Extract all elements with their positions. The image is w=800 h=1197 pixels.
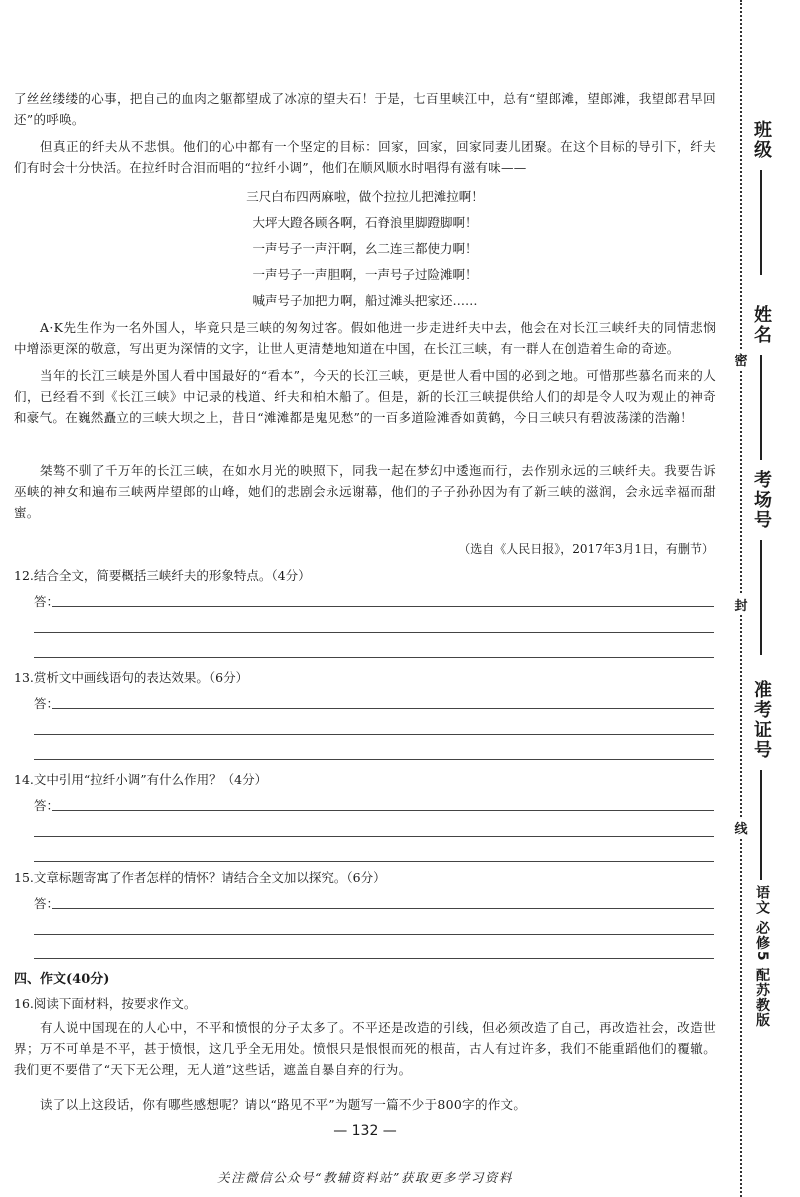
answer-line[interactable] bbox=[34, 657, 714, 658]
answer-line[interactable] bbox=[34, 759, 714, 760]
seal-mark-feng: 封 bbox=[732, 595, 750, 614]
section-title-essay: 四、作文(40分) bbox=[14, 972, 110, 987]
answer-line[interactable] bbox=[34, 632, 714, 633]
passage-paragraph-1: 了丝丝缕缕的心事，把自己的血肉之躯都望成了冰凉的望夫石！于是，七百里峡江中，总有“望郎滩，望郎滩，我望郎君早回还”的呼唤。 bbox=[14, 91, 716, 127]
answer-line[interactable] bbox=[34, 861, 714, 862]
answer-line[interactable] bbox=[52, 708, 714, 709]
passage-paragraph-4: 当年的长江三峡是外国人看中国最好的“看本”，今天的长江三峡，更是世人看中国的必到之地。可惜那些慕名而来的人们，已经看不到《长江三峡》中记录的栈道、纤夫和柏木船了。但是，新的长江三峡提供给人们的却是令人叹为观止的神奇和豪气。在巍然矗立的三峡大坝之上，昔日“滩滩都是鬼见愁”的一百多道险滩香如黄鹤，今日三峡只有碧波荡漾的浩瀚！ bbox=[14, 368, 716, 425]
ticket-number-blank[interactable] bbox=[760, 770, 762, 880]
question-16: 16.阅读下面材料，按要求作文。 bbox=[14, 996, 197, 1011]
name-label: 姓名 bbox=[751, 305, 772, 345]
passage-paragraph-3: A·K先生作为一名外国人，毕竟只是三峡的匆匆过客。假如他进一步走进纤夫中去，他会在对长江三峡纤夫的同情悲悯中增添更深的敬意，写出更为深情的文字，让世人更清楚地知道在中国，在长江三峡，有一群人在创造着生命的奇迹。 bbox=[14, 320, 716, 356]
answer-line[interactable] bbox=[52, 606, 714, 607]
answer-label-13: 答： bbox=[34, 696, 60, 711]
essay-material: 有人说中国现在的人心中，不平和愤恨的分子太多了。不平还是改造的引线，但必须改造了自己，再改造社会，改造世界；万不可单是不平，甚于愤恨，这几乎全无用处。愤恨只是恨恨而死的根苗，古人有过许多，我们不能重蹈他们的覆辙。我们更不要借了“天下无公理，无人道”这些话，遮盖自暴自弃的行为。 bbox=[14, 1020, 716, 1077]
question-12: 12.结合全文，简要概括三峡纤夫的形象特点。（4分） bbox=[14, 568, 311, 583]
passage-paragraph-2: 但真正的纤夫从不悲惧。他们的心中都有一个坚定的目标：回家，回家，回家同妻儿团聚。在这个目标的导引下，纤夫们有时会十分快活。在拉纤时合泪而唱的“拉纤小调”，他们在顺风顺水时唱得有滋有味—— bbox=[14, 139, 716, 175]
poem-line-4: 一声号子一声胆啊，一声号子过险滩啊！ bbox=[252, 267, 478, 282]
answer-label-14: 答： bbox=[34, 798, 60, 813]
name-blank[interactable] bbox=[760, 355, 762, 460]
poem-line-5: 喊声号子加把力啊，船过滩头把家还…… bbox=[252, 293, 478, 308]
exam-room-label: 考场号 bbox=[751, 470, 772, 530]
passage-paragraph-5: 桀骜不驯了千万年的长江三峡，在如水月光的映照下，同我一起在梦幻中逶迤而行，去作别永远的三峡纤夫。我要告诉巫峡的神女和遍布三峡两岸望郎的山峰，她们的悲剧会永远谢幕，他们的子子孙孙因为有了新三峡的滋润，会永远幸福而甜蜜。 bbox=[14, 463, 716, 520]
answer-line[interactable] bbox=[34, 958, 714, 959]
class-label: 班级 bbox=[751, 120, 772, 160]
answer-line[interactable] bbox=[52, 810, 714, 811]
question-14: 14.文中引用“拉纤小调”有什么作用？（4分） bbox=[14, 772, 268, 787]
seal-mark-mi: 密 bbox=[732, 350, 750, 369]
answer-line[interactable] bbox=[34, 734, 714, 735]
answer-line[interactable] bbox=[34, 934, 714, 935]
question-13: 13.赏析文中画线语句的表达效果。（6分） bbox=[14, 670, 249, 685]
poem-line-1: 三尺白布四两麻啦，做个拉拉儿把滩拉啊！ bbox=[246, 189, 484, 204]
exam-room-blank[interactable] bbox=[760, 540, 762, 655]
answer-label-12: 答： bbox=[34, 594, 60, 609]
subject-label: 语文 必修5 配苏教版 bbox=[754, 885, 770, 1028]
class-blank[interactable] bbox=[760, 170, 762, 275]
poem-line-3: 一声号子一声汗啊，幺二连三都使力啊！ bbox=[252, 241, 478, 256]
ticket-number-label: 准考证号 bbox=[751, 680, 772, 760]
poem-line-2: 大坪大蹬各顾各啊，石脊浪里脚蹬脚啊！ bbox=[252, 215, 478, 230]
answer-line[interactable] bbox=[34, 836, 714, 837]
seal-mark-xian: 线 bbox=[732, 818, 750, 837]
answer-label-15: 答： bbox=[34, 896, 60, 911]
source-citation: （选自《人民日报》，2017年3月1日，有删节） bbox=[458, 542, 714, 556]
essay-instruction: 读了以上这段话，你有哪些感想呢？请以“路见不平”为题写一篇不少于800字的作文。 bbox=[40, 1097, 527, 1112]
question-15: 15.文章标题寄寓了作者怎样的情怀？请结合全文加以探究。（6分） bbox=[14, 870, 386, 885]
answer-line[interactable] bbox=[52, 908, 714, 909]
page-number: — 132 — bbox=[333, 1123, 397, 1139]
footer-note: 关注微信公众号“教辅资料站”获取更多学习资料 bbox=[217, 1170, 513, 1185]
